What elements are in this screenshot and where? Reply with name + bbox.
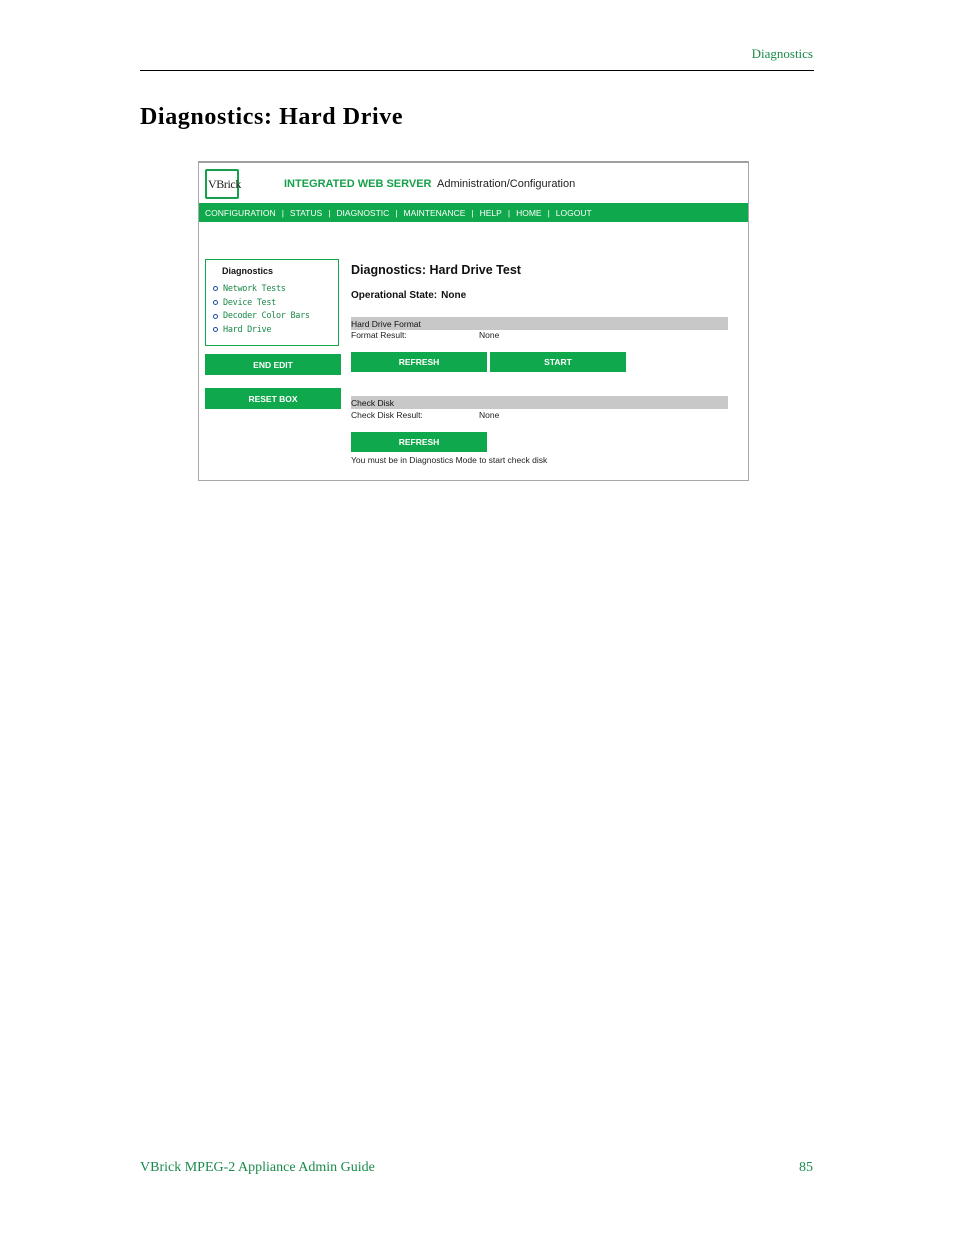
check-disk-header: Check Disk — [351, 396, 728, 409]
app-title: INTEGRATED WEB SERVER — [284, 178, 432, 190]
nav-diagnostic[interactable]: DIAGNOSTIC — [336, 207, 390, 218]
end-edit-button[interactable]: END EDIT — [205, 354, 341, 375]
header-rule — [140, 70, 814, 71]
operational-state-value: None — [441, 290, 467, 301]
sidebar-title: Diagnostics — [222, 266, 274, 276]
reset-box-button[interactable]: RESET BOX — [205, 388, 341, 409]
sidebar-item-label: Decoder Color Bars — [223, 311, 310, 322]
nav-separator: | — [281, 207, 284, 218]
web-ui-screenshot — [198, 161, 749, 481]
bullet-icon — [213, 327, 218, 332]
format-result-value: None — [479, 330, 500, 340]
check-disk-refresh-button[interactable]: REFRESH — [351, 432, 487, 452]
nav-configuration[interactable]: CONFIGURATION — [205, 207, 276, 218]
format-result-label: Format Result: — [351, 330, 407, 340]
format-refresh-button[interactable]: REFRESH — [351, 352, 487, 372]
sidebar-item-hard-drive[interactable] — [213, 323, 310, 337]
logo-text: VBrick — [208, 177, 241, 191]
nav-logout[interactable]: LOGOUT — [555, 207, 592, 218]
format-start-button[interactable]: START — [490, 352, 626, 372]
app-subtitle: Administration/Configuration — [437, 178, 576, 190]
nav-help[interactable]: HELP — [479, 207, 502, 218]
sidebar-panel — [205, 259, 339, 346]
check-disk-result-label: Check Disk Result: — [351, 410, 423, 420]
page-number: 85 — [799, 1160, 813, 1175]
sidebar-item-network-tests[interactable] — [213, 282, 310, 296]
sidebar-item-label: Network Tests — [223, 283, 286, 294]
nav-maintenance[interactable]: MAINTENANCE — [403, 207, 466, 218]
check-disk-note: You must be in Diagnostics Mode to start check disk — [351, 455, 548, 465]
running-head: Diagnostics — [751, 46, 813, 61]
sidebar-item-label: Hard Drive — [223, 324, 272, 335]
nav-status[interactable]: STATUS — [289, 207, 323, 218]
sidebar-item-device-test[interactable] — [213, 296, 310, 310]
main-title: Diagnostics: Hard Drive Test — [351, 263, 521, 277]
sidebar-list — [213, 282, 310, 337]
bullet-icon — [213, 314, 218, 319]
section-title: Diagnostics: Hard Drive — [140, 104, 404, 130]
operational-state-label: Operational State: — [351, 290, 438, 301]
check-disk-result-value: None — [479, 410, 500, 420]
sidebar-item-label: Device Test — [223, 297, 276, 308]
nav-bar — [199, 203, 748, 222]
footer-title: VBrick MPEG-2 Appliance Admin Guide — [140, 1160, 375, 1175]
sidebar-item-decoder-color-bars[interactable] — [213, 309, 310, 323]
nav-separator: | — [507, 207, 511, 218]
nav-separator: | — [547, 207, 550, 218]
nav-separator: | — [395, 207, 398, 218]
bullet-icon — [213, 300, 218, 305]
nav-home[interactable]: HOME — [516, 207, 542, 218]
bullet-icon — [213, 286, 218, 291]
nav-separator: | — [328, 207, 331, 218]
hard-drive-format-header: Hard Drive Format — [351, 317, 728, 330]
nav-separator: | — [471, 207, 474, 218]
operational-state — [351, 290, 466, 301]
